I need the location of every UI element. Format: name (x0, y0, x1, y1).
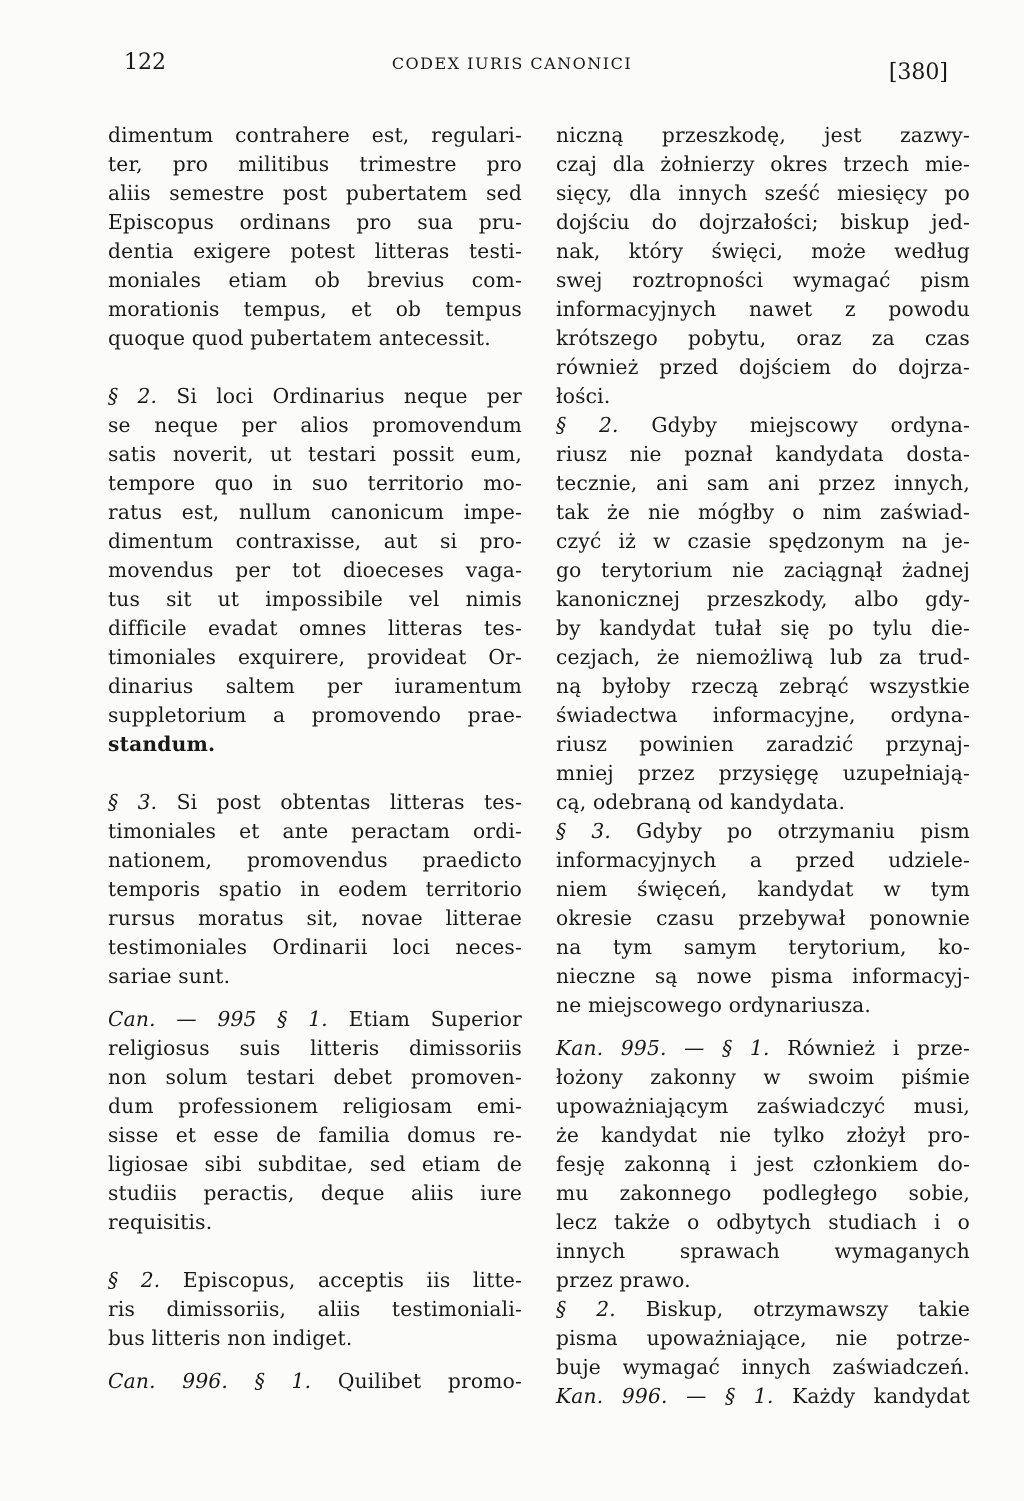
section-marker: § 2. (108, 384, 158, 408)
line-text: Biskup, otrzymawszy takie (615, 1297, 970, 1321)
line-text: non solum testari debet promoven- (108, 1065, 522, 1089)
line-text: okresie czasu przebywał ponownie (556, 906, 970, 930)
page-number: 122 (124, 50, 166, 75)
line-text: Si loci Ordinarius neque per (157, 384, 523, 408)
line-text: by kandydat tułał się po tylu die- (556, 616, 970, 640)
line-text: ligiosae sibi subditae, sed etiam de (108, 1152, 522, 1176)
text-line (108, 556, 522, 585)
text-line (556, 1063, 970, 1092)
line-text: sisse et esse de familia domus re- (108, 1123, 522, 1147)
section-marker: § 3. (108, 790, 158, 814)
line-text: informacyjnych nawet z powodu (556, 297, 970, 321)
line-text: morationis tempus, et ob tempus (108, 297, 522, 321)
text-line (108, 440, 522, 469)
text-line (556, 1121, 970, 1150)
text-line (108, 846, 522, 875)
text-line (556, 498, 970, 527)
text-line (556, 353, 970, 382)
line-text: Również i prze- (769, 1036, 970, 1060)
line-text: dinarius saltem per iuramentum (108, 674, 522, 698)
line-text: aliis semestre post pubertatem sed (108, 181, 522, 205)
line-text: nieczne są nowe pisma informacyj- (556, 964, 970, 988)
text-line (108, 614, 522, 643)
line-text: difficile evadat omnes litteras tes- (108, 616, 522, 640)
line-text: sariae sunt. (108, 964, 231, 988)
line-text: Episcopus ordinans pro sua pru- (108, 210, 522, 234)
paragraph-gap (108, 759, 522, 788)
line-text: standum. (108, 732, 216, 756)
line-text: łożony zakonny w swoim piśmie (556, 1065, 970, 1089)
line-text: mu zakonnego podległego sobie, (556, 1181, 970, 1205)
line-text: sięcy, dla innych sześć miesięcy po (556, 181, 970, 205)
line-text: informacyjnych a przed udziele- (556, 848, 970, 872)
text-line (556, 672, 970, 701)
text-line (556, 469, 970, 498)
line-text: timoniales exquirere, provideat Or- (108, 645, 522, 669)
line-text: Episcopus, acceptis iis litte- (160, 1268, 522, 1292)
text-line (556, 585, 970, 614)
line-text: krótszego pobytu, oraz za czas (556, 326, 970, 350)
line-text: testimoniales Ordinarii loci neces- (108, 935, 522, 959)
line-text: również przed dojściem do dojrza- (556, 355, 970, 379)
line-text: ną byłoby rzeczą zebrąć wszystkie (556, 674, 970, 698)
line-text: mniej przez przysięgę uzupełniają- (556, 761, 970, 785)
text-line (556, 266, 970, 295)
text-line (108, 237, 522, 266)
text-line (556, 817, 970, 846)
text-line (108, 643, 522, 672)
text-line (108, 382, 522, 411)
line-text: pisma upoważniające, nie potrze- (556, 1326, 970, 1350)
section-marker: § 2. (108, 1268, 161, 1292)
line-text: suppletorium a promovendo prae- (108, 703, 522, 727)
text-line (108, 324, 522, 353)
text-line (556, 875, 970, 904)
paragraph-gap (108, 1237, 522, 1266)
line-text: fesję zakonną i jest członkiem do- (556, 1152, 970, 1176)
text-line (108, 1367, 522, 1396)
text-line (108, 904, 522, 933)
line-text: Etiam Superior (327, 1007, 522, 1031)
line-text: bus litteris non indiget. (108, 1326, 353, 1350)
text-line (556, 1324, 970, 1353)
line-text: tempore quo in suo territorio mo- (108, 471, 522, 495)
line-text: Quilibet promo- (311, 1369, 522, 1393)
line-text: kanonicznej przeszkody, albo gdy- (556, 587, 970, 611)
line-text: upoważniającym zaświadczyć musi, (556, 1094, 970, 1118)
text-line (108, 1005, 522, 1034)
paragraph-gap (108, 353, 522, 382)
text-line (556, 179, 970, 208)
text-line (556, 614, 970, 643)
text-line (556, 237, 970, 266)
line-text: na tym samym terytorium, ko- (556, 935, 970, 959)
line-text: buje wymagać innych zaświadczeń. (556, 1355, 970, 1379)
line-text: religiosus suis litteris dimissoriis (108, 1036, 522, 1060)
line-text: riusz nie poznał kandydata dosta- (556, 442, 970, 466)
text-line (108, 585, 522, 614)
text-line (556, 440, 970, 469)
text-line (556, 1353, 970, 1382)
paragraph-gap (108, 991, 522, 1005)
section-marker: Kan. 996. — § 1. (556, 1384, 774, 1408)
text-line (108, 295, 522, 324)
section-marker: Can. 996. § 1. (108, 1369, 312, 1393)
text-line (556, 1295, 970, 1324)
running-title: CODEX IURIS CANONICI (391, 54, 633, 73)
section-number: [380] (888, 60, 948, 85)
text-line (108, 1295, 522, 1324)
line-text: czyć iż w czasie spędzonym na je- (556, 529, 970, 553)
text-line (556, 788, 970, 817)
paragraph-gap (556, 1020, 970, 1034)
text-line (556, 324, 970, 353)
line-text: temporis spatio in eodem territorio (108, 877, 522, 901)
line-text: ris dimissoriis, aliis testimoniali- (108, 1297, 522, 1321)
line-text: świadectwa informacyjne, ordyna- (556, 703, 970, 727)
line-text: niczną przeszkodę, jest zazwy- (556, 123, 970, 147)
text-line (108, 121, 522, 150)
text-line (108, 933, 522, 962)
text-line (108, 266, 522, 295)
line-text: Si post obtentas litteras tes- (157, 790, 523, 814)
text-line (108, 875, 522, 904)
line-text: Każdy kandydat (773, 1384, 970, 1408)
text-line (108, 1179, 522, 1208)
text-line (556, 933, 970, 962)
text-line (108, 1034, 522, 1063)
line-text: requisitis. (108, 1210, 213, 1234)
text-line (556, 556, 970, 585)
text-line (108, 179, 522, 208)
text-line (108, 1063, 522, 1092)
line-text: movendus per tot dioeceses vaga- (108, 558, 522, 582)
text-line (556, 1208, 970, 1237)
text-line (556, 1179, 970, 1208)
line-text: moniales etiam ob brevius com- (108, 268, 522, 292)
text-line (108, 962, 522, 991)
text-line (556, 759, 970, 788)
text-line (556, 295, 970, 324)
text-line (556, 382, 970, 411)
section-marker: Kan. 995. — § 1. (556, 1036, 770, 1060)
line-text: cezjach, że niemożliwą lub za trud- (556, 645, 970, 669)
paragraph-gap (108, 1353, 522, 1367)
text-line (556, 962, 970, 991)
text-line (556, 904, 970, 933)
text-line (556, 1092, 970, 1121)
line-text: Gdyby miejscowy ordyna- (618, 413, 970, 437)
latin-text-column (108, 121, 522, 1396)
text-line (108, 817, 522, 846)
text-line (108, 672, 522, 701)
text-line (556, 150, 970, 179)
text-line (108, 150, 522, 179)
line-text: tak że nie mógłby o nim zaświad- (556, 500, 970, 524)
section-marker: § 3. (556, 819, 612, 843)
line-text: timoniales et ante peractam ordi- (108, 819, 522, 843)
text-line (108, 498, 522, 527)
text-line (108, 1324, 522, 1353)
text-line (108, 208, 522, 237)
text-line (556, 846, 970, 875)
polish-text-column (556, 121, 970, 1411)
text-line (556, 527, 970, 556)
line-text: se neque per alios promovendum (108, 413, 522, 437)
text-line (108, 1092, 522, 1121)
line-text: tus sit ut impossibile vel nimis (108, 587, 522, 611)
text-line (556, 411, 970, 440)
line-text: dojściu do dojrzałości; biskup jed- (556, 210, 970, 234)
text-line (108, 730, 522, 759)
line-text: rursus moratus sit, novae litterae (108, 906, 522, 930)
line-text: tecznie, ani sam ani przez innych, (556, 471, 970, 495)
line-text: niem święceń, kandydat w tym (556, 877, 970, 901)
text-line (556, 991, 970, 1020)
text-line (556, 643, 970, 672)
line-text: łości. (556, 384, 611, 408)
line-text: ne miejscowego ordynariusza. (556, 993, 872, 1017)
text-line (108, 1208, 522, 1237)
text-line (556, 1266, 970, 1295)
text-line (108, 1266, 522, 1295)
line-text: przez prawo. (556, 1268, 691, 1292)
section-marker: Can. — 995 § 1. (108, 1007, 328, 1031)
line-text: ter, pro militibus trimestre pro (108, 152, 522, 176)
text-line (108, 1150, 522, 1179)
text-line (108, 788, 522, 817)
text-line (556, 1237, 970, 1266)
text-line (108, 411, 522, 440)
line-text: quoque quod pubertatem antecessit. (108, 326, 491, 350)
line-text: nak, który święci, może według (556, 239, 970, 263)
line-text: dimentum contrahere est, regulari- (108, 123, 522, 147)
text-line (556, 1382, 970, 1411)
text-line (108, 1121, 522, 1150)
line-text: że kandydat nie tylko złożył pro- (556, 1123, 970, 1147)
text-line (556, 208, 970, 237)
text-line (556, 730, 970, 759)
section-marker: § 2. (556, 413, 619, 437)
text-line (556, 1034, 970, 1063)
line-text: swej roztropności wymagać pism (556, 268, 970, 292)
line-text: dentia exigere potest litteras testi- (108, 239, 522, 263)
section-marker: § 2. (556, 1297, 616, 1321)
line-text: riusz powinien zaradzić przynaj- (556, 732, 970, 756)
text-line (108, 469, 522, 498)
line-text: cą, odebraną od kandydata. (556, 790, 846, 814)
line-text: studiis peractis, deque aliis iure (108, 1181, 522, 1205)
line-text: satis noverit, ut testari possit eum, (108, 442, 522, 466)
line-text: dimentum contraxisse, aut si pro- (108, 529, 522, 553)
line-text: czaj dla żołnierzy okres trzech mie- (556, 152, 970, 176)
line-text: Gdyby po otrzymaniu pism (611, 819, 970, 843)
line-text: lecz także o odbytych studiach i o (556, 1210, 970, 1234)
line-text: nationem, promovendus praedicto (108, 848, 522, 872)
text-line (108, 527, 522, 556)
text-line (556, 701, 970, 730)
line-text: ratus est, nullum canonicum impe- (108, 500, 522, 524)
line-text: go terytorium nie zaciągnął żadnej (556, 558, 970, 582)
line-text: dum professionem religiosam emi- (108, 1094, 522, 1118)
line-text: innych sprawach wymaganych (556, 1239, 970, 1263)
text-line (556, 1150, 970, 1179)
text-line (556, 121, 970, 150)
text-line (108, 701, 522, 730)
